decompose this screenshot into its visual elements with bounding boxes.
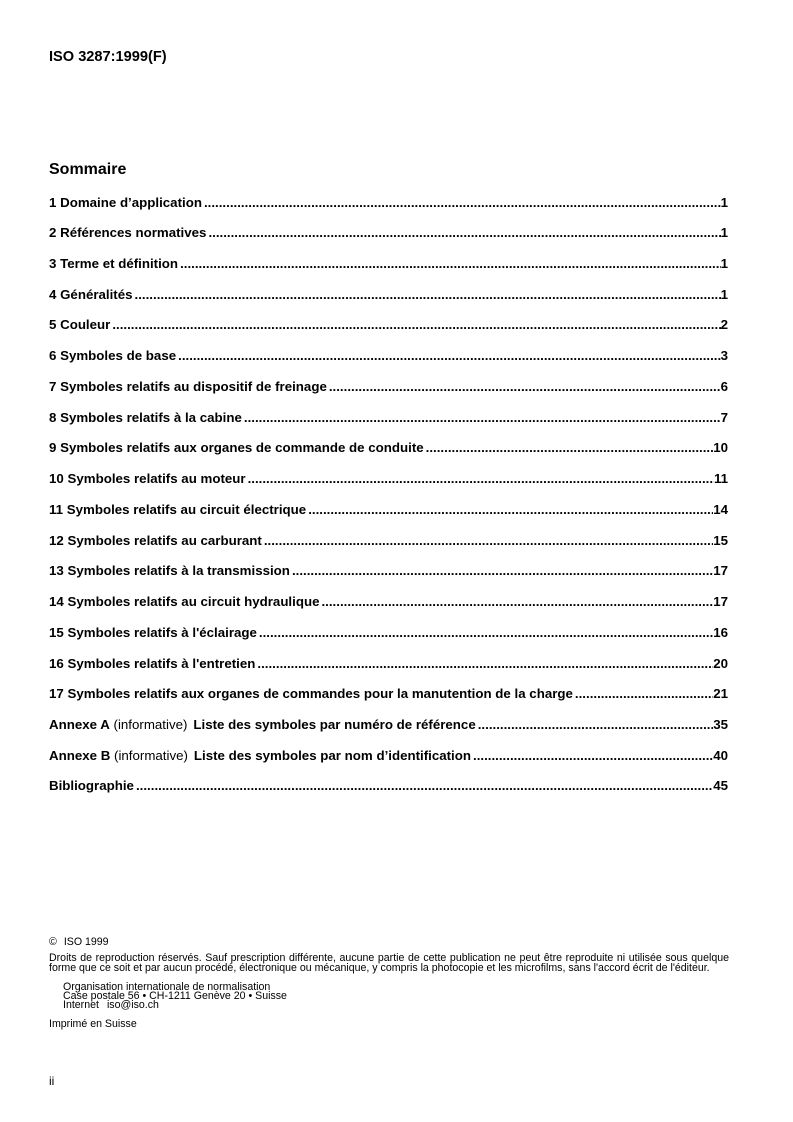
address-internet — [63, 998, 287, 1011]
toc-entry-page: 35 — [713, 716, 728, 732]
printed-in: Imprimé en Suisse — [49, 1018, 137, 1030]
annex-note: (informative) — [114, 747, 188, 763]
dot-leader — [292, 563, 713, 578]
toc-entry-title: 7 Symboles relatifs au dispositif de freinage — [49, 378, 327, 394]
toc-entry[interactable] — [49, 410, 728, 441]
dot-leader — [180, 256, 721, 271]
copyright-text: ISO 1999 — [63, 936, 109, 948]
toc-entry-title: 16 Symboles relatifs à l'entretien — [49, 655, 256, 671]
toc-entry-page: 3 — [720, 348, 728, 364]
toc-entry-page: 17 — [713, 563, 728, 579]
toc-entry-page: 10 — [713, 440, 728, 456]
page-number: ii — [49, 1073, 55, 1088]
dot-leader — [112, 317, 720, 332]
toc-entry[interactable] — [49, 225, 728, 256]
annex-heading — [49, 717, 476, 732]
dot-leader — [329, 379, 721, 394]
toc-entry-page: 6 — [720, 378, 728, 394]
toc-entry-page: 20 — [713, 655, 728, 671]
iso-address — [63, 980, 287, 1011]
toc-entry-page: 1 — [720, 286, 728, 302]
toc-entry-page: 40 — [713, 747, 728, 763]
dot-leader — [473, 748, 713, 763]
toc-entry-page: 17 — [713, 594, 728, 610]
toc-entry[interactable] — [49, 563, 728, 594]
toc-entry-title: 13 Symboles relatifs à la transmission — [49, 563, 290, 579]
toc-heading: Sommaire — [49, 160, 127, 178]
toc-entry-title: 14 Symboles relatifs au circuit hydraulique — [49, 594, 320, 610]
toc-entry[interactable] — [49, 533, 728, 564]
toc-entry-title: Bibliographie — [49, 778, 134, 794]
toc-entry[interactable] — [49, 502, 728, 533]
rights-line: forme que ce soit et par aucun procédé, électronique ou mécanique, y compris la photocopie et les microfilms, sans l'accord écrit de l'éditeur. — [49, 962, 710, 974]
toc-entry-page: 16 — [713, 624, 728, 640]
toc-entry-page: 45 — [713, 778, 728, 794]
annex-title: Liste des symboles par nom d’identification — [193, 747, 471, 763]
toc-entry-title: 15 Symboles relatifs à l'éclairage — [49, 624, 257, 640]
dot-leader — [136, 778, 713, 793]
dot-leader — [478, 717, 713, 732]
address-organisation: Organisation internationale de normalisation — [63, 980, 271, 993]
toc-entry[interactable] — [49, 471, 728, 502]
toc-entry-title: 9 Symboles relatifs aux organes de commande de conduite — [49, 440, 424, 456]
dot-leader — [208, 225, 720, 240]
dot-leader — [178, 348, 720, 363]
rights-statement — [49, 953, 729, 973]
rights-line: Droits de reproduction réservés. Sauf prescription différente, aucune partie de cette publication ne peut être reproduite ni utilisée sous quelque — [49, 952, 729, 964]
toc-entry[interactable] — [49, 287, 728, 318]
annex-label: Annexe B — [49, 747, 111, 763]
toc-entry[interactable] — [49, 594, 728, 625]
toc-entry-page: 1 — [720, 194, 728, 210]
dot-leader — [135, 287, 721, 302]
toc-entry[interactable] — [49, 656, 728, 687]
dot-leader — [244, 410, 721, 425]
table-of-contents — [49, 195, 728, 810]
dot-leader — [259, 625, 713, 640]
toc-entry[interactable] — [49, 440, 728, 471]
address-postal: Case postale 56 • CH-1211 Genève 20 • Suisse — [63, 989, 287, 1002]
dot-leader — [308, 502, 713, 517]
annex-label: Annexe A — [49, 716, 110, 732]
dot-leader — [575, 686, 713, 701]
toc-entry-title: 6 Symboles de base — [49, 348, 177, 364]
toc-entry-page: 2 — [720, 317, 728, 333]
annex-title: Liste des symboles par numéro de référence — [193, 716, 476, 732]
toc-entry-title: 11 Symboles relatifs au circuit électrique — [49, 501, 307, 517]
dot-leader — [321, 594, 713, 609]
toc-entry-page: 11 — [713, 471, 728, 487]
annex-heading — [49, 748, 471, 763]
dot-leader — [257, 656, 713, 671]
toc-entry-page: 1 — [720, 225, 728, 241]
toc-entry-title: 17 Symboles relatifs aux organes de commandes pour la manutention de la charge — [49, 686, 573, 702]
toc-entry[interactable] — [49, 686, 728, 717]
toc-entry-page: 15 — [713, 532, 728, 548]
toc-entry-page: 7 — [720, 409, 728, 425]
dot-leader — [264, 533, 713, 548]
annex-note: (informative) — [113, 716, 188, 732]
toc-entry-title: 4 Généralités — [49, 286, 133, 302]
toc-entry-title: 1 Domaine d’application — [49, 194, 202, 210]
toc-entry-annex-b[interactable] — [49, 748, 728, 779]
copyright-notice — [49, 937, 109, 947]
toc-entry-page: 14 — [713, 501, 728, 517]
toc-entry-title: 8 Symboles relatifs à la cabine — [49, 409, 242, 425]
document-id: ISO 3287:1999(F) — [49, 48, 167, 65]
address-internet-label: Internet — [63, 998, 99, 1011]
toc-entry-title: 2 Références normatives — [49, 225, 207, 241]
toc-entry-bibliography[interactable] — [49, 778, 728, 809]
toc-entry-title: 12 Symboles relatifs au carburant — [49, 532, 262, 548]
dot-leader — [248, 471, 714, 486]
dot-leader — [426, 440, 714, 455]
toc-entry-page: 21 — [713, 686, 728, 702]
toc-entry[interactable] — [49, 379, 728, 410]
toc-entry[interactable] — [49, 317, 728, 348]
toc-entry[interactable] — [49, 195, 728, 226]
toc-entry-title: 3 Terme et définition — [49, 255, 179, 271]
dot-leader — [204, 195, 721, 210]
toc-entry-title: 10 Symboles relatifs au moteur — [49, 471, 246, 487]
toc-entry[interactable] — [49, 625, 728, 656]
address-email: iso@iso.ch — [106, 998, 159, 1011]
toc-entry-annex-a[interactable] — [49, 717, 728, 748]
toc-entry[interactable] — [49, 256, 728, 287]
toc-entry-page: 1 — [720, 255, 728, 271]
copyright-symbol: © — [49, 936, 57, 948]
toc-entry-title: 5 Couleur — [49, 317, 111, 333]
toc-entry[interactable] — [49, 348, 728, 379]
